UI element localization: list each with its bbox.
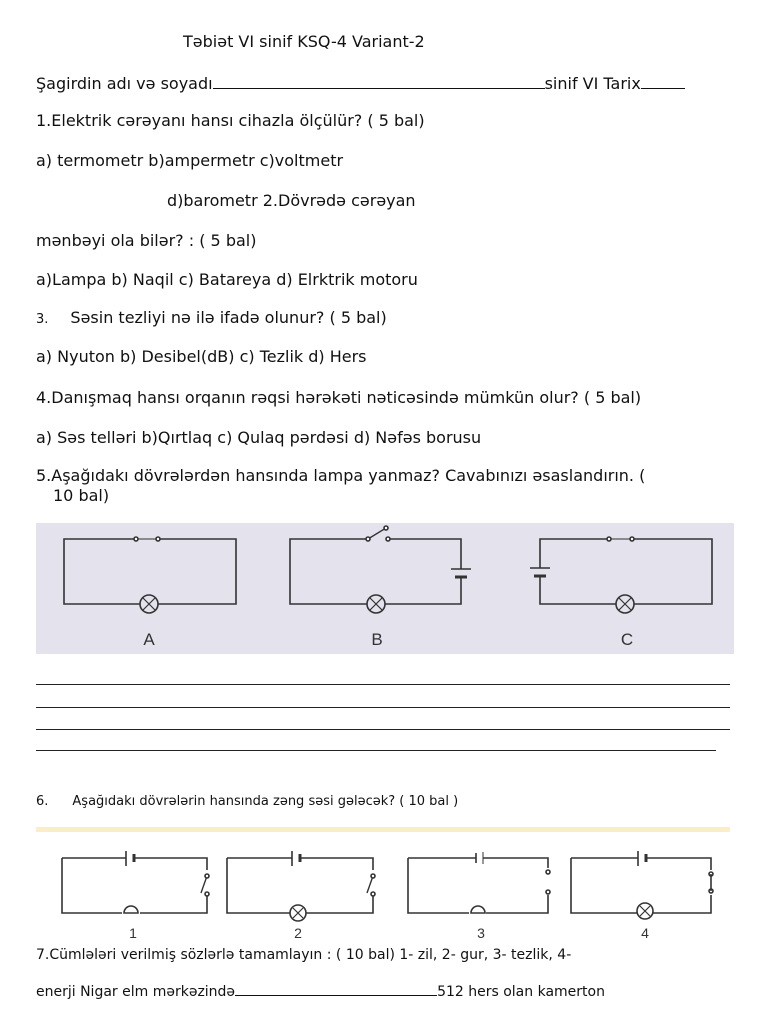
page-title: Təbiət VI sinif KSQ-4 Variant-2 <box>183 32 425 51</box>
bell-icon <box>124 906 138 913</box>
question-7: 7.Cümlələri verilmiş sözlərlə tamamlayın : ( 10 bal) 1- zil, 2- gur, 3- tezlik, 4- <box>36 947 572 963</box>
circuit-label-a: A <box>143 630 155 649</box>
circuit-label-4: 4 <box>641 925 649 941</box>
student-name-label: Şagirdin adı və soyadı <box>36 74 213 93</box>
circuit-a <box>64 537 236 613</box>
question-6-number: 6. <box>36 794 49 809</box>
circuit-3 <box>408 852 550 913</box>
circuit-label-1: 1 <box>129 925 137 941</box>
question-1-options-a-c: a) termometr b)ampermetr c)voltmetr <box>36 151 344 170</box>
question-4-options: a) Səs telləri b)Qırtlaq c) Qulaq pərdəsi d) Nəfəs borusu <box>36 428 482 447</box>
circuit-b <box>290 526 471 613</box>
question-7-sentence-end: 512 hers olan kamerton <box>437 984 605 1000</box>
question-4: 4.Danışmaq hansı orqanın rəqsi hərəkəti nəticəsində mümkün olur? ( 5 bal) <box>36 388 642 407</box>
bell-icon <box>471 906 485 913</box>
question-3-options: a) Nyuton b) Desibel(dB) c) Tezlik d) Hers <box>36 347 367 366</box>
circuit-label-2: 2 <box>294 925 302 941</box>
question-1-option-d: d)barometr 2.Dövrədə cərəyan <box>167 191 416 210</box>
question-3-number: 3. <box>36 312 49 327</box>
circuit-label-b: B <box>371 630 383 649</box>
question-3-text: Səsin tezliyi nə ilə ifadə olunur? ( 5 bal) <box>70 308 387 327</box>
question-7-sentence <box>36 982 605 1002</box>
question-7-blank[interactable] <box>235 982 437 996</box>
question-7-sentence-start: enerji Nigar elm mərkəzində <box>36 984 236 1000</box>
question-5-line1: 5.Aşağıdakı dövrələrdən hansında lampa yanmaz? Cavabınızı əsaslandırın. ( <box>36 466 646 485</box>
circuit-c <box>530 537 712 613</box>
question-2-options: a)Lampa b) Naqil c) Batareya d) Elrktrik motoru <box>36 270 418 289</box>
question-1: 1.Elektrik cərəyanı hansı cihazla ölçülür? ( 5 bal) <box>36 111 425 130</box>
class-date-label: sinif VI Tarix <box>544 74 641 93</box>
circuit-4 <box>571 851 713 919</box>
circuit-label-c: C <box>620 630 634 649</box>
circuit-2 <box>227 851 375 921</box>
question-6-text: Aşağıdakı dövrələrin hansında zəng səsi gələcək? ( 10 bal ) <box>72 794 459 809</box>
circuit-label-3: 3 <box>477 925 485 941</box>
question-2-text: mənbəyi ola bilər? : ( 5 bal) <box>36 231 257 250</box>
circuit-1 <box>62 851 209 913</box>
question-5-line2: 10 bal) <box>53 486 110 505</box>
